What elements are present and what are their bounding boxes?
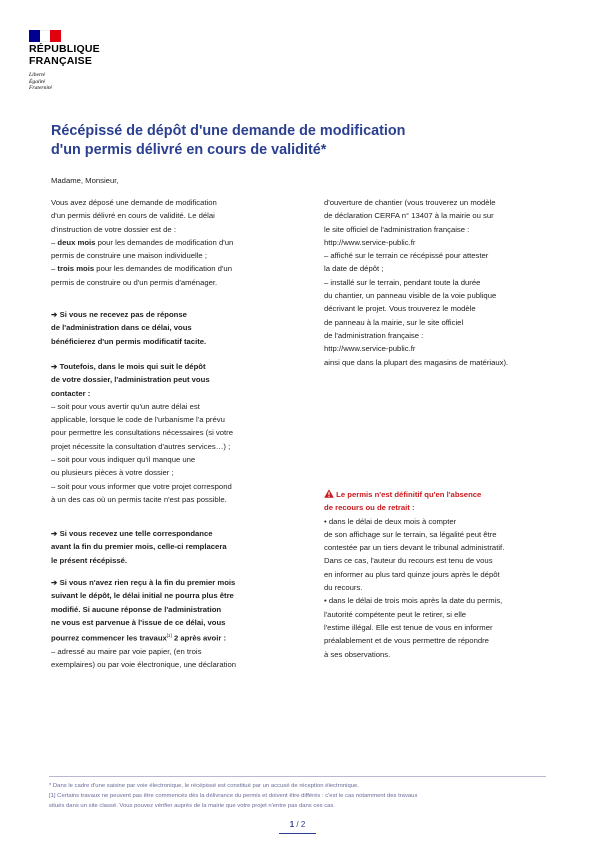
text-line: d'instruction de votre dossier est de : [51,224,176,234]
text-line: ainsi que dans la plupart des magasins de matériaux). [324,357,509,367]
text-line: permis de construire ou d'un permis d'aménager. [51,277,218,287]
francaise-line: FRANÇAISE [29,54,93,67]
text-line: bénéficierez d'un permis modificatif tacite. [51,336,207,346]
text-line: l'estime illégal. Elle est tenue de vous en informer [324,622,493,632]
list-item [51,236,233,249]
dash: – [51,264,58,274]
text-line: du recours. [324,583,363,593]
text-line: applicable, lorsque le code de l'urbanisme l'a prévu [51,415,225,425]
text-line: – soit pour vous informer que votre projet correspond [51,481,232,491]
text-line: exemplaires) ou par voie électronique, une déclaration [51,660,237,670]
text-fragment: pour les demandes de modification d'un [95,237,234,247]
text-line: Si vous ne recevez pas de réponse [59,310,187,319]
footnote-ref[interactable]: [1] [166,633,172,639]
text-line: la date de dépôt ; [324,264,384,274]
text-line [51,629,236,645]
text-line: le site officiel de l'administration française : [324,224,470,234]
motto [29,72,52,92]
footnote-divider [49,776,546,777]
motto-egalite: Égalité [29,78,46,85]
footnotes [49,781,417,812]
notice-admin-contact [51,360,233,506]
notice-start-works [51,576,236,672]
text-line: – soit pour vous indiquer qu'il manque une [51,455,196,465]
text-line: • dans le délai de deux mois à compter [324,516,457,526]
text-line: le présent récépissé. [51,555,128,565]
notice-correspondence [51,527,227,567]
page-current: 1 [289,820,295,829]
text-line: décrivant le projet. Vous trouverez le modèle [324,304,476,314]
warning-icon [324,489,334,498]
title-line-1: Récépissé de dépôt d'une demande de modification [51,123,406,139]
page-number [0,820,595,829]
greeting: Madame, Monsieur, [51,176,119,185]
arrow-right-icon: ➔ [51,362,58,371]
text-line: contestée par un tiers devant le tribunal administratif. [324,543,505,553]
text-line: projet nécessite la consultation d'autres services…) ; [51,441,231,451]
footnote: situés dans un site classé. Vous pouvez vérifier auprès de la mairie que votre projet n'entre pas dans ces cas. [49,803,335,810]
arrow-right-icon: ➔ [51,310,58,319]
text-line: de votre dossier, l'administration peut vous [51,375,210,385]
text-line: • dans le délai de trois mois après la date du permis, [324,596,503,606]
warning-title: Le permis n'est définitif qu'en l'absence [336,490,482,499]
warning-title: de recours ou de retrait : [324,503,415,513]
list-item [51,262,233,275]
text-line: l'autorité compétente peut le retirer, si elle [324,609,467,619]
text-line: contacter : [51,388,91,398]
text-line: à ses observations. [324,649,391,659]
text-line: de déclaration CERFA n° 13407 à la mairie ou sur [324,211,494,221]
text-line: à un des cas où un permis tacite n'est pas possible. [51,494,227,504]
arrow-right-icon: ➔ [51,578,58,587]
text-fragment: pourrez commencer les travaux [51,633,167,643]
text-fragment: 2 après avoir : [171,633,227,643]
text-line: – adressé au maire par voie papier, (en trois [51,647,202,657]
republique-francaise-logo [29,44,100,67]
text-line: ne vous est parvenue à l'issue de ce délai, vous [51,617,226,627]
service-public-link[interactable]: http://www.service-public.fr [324,344,416,354]
text-line: Toutefois, dans le mois qui suit le dépôt [59,362,206,371]
text-line: Si vous recevez une telle correspondance [59,529,213,538]
footnote: * Dans le cadre d'une saisine par voie électronique, le récépissé est constitué par un accusé de réception électronique. [49,783,359,789]
flag-red-stripe [50,30,61,42]
republique-line: RÉPUBLIQUE [29,43,100,55]
text-line: Si vous n'avez rien reçu à la fin du premier mois [59,578,236,587]
left-column-intro [51,196,233,289]
text-line: d'un permis délivré en cours de validité. Le délai [51,211,215,221]
text-line: de panneau à la mairie, sur le site officiel [324,317,464,327]
notice-tacit-permit [51,308,206,348]
flag-white-stripe [40,30,51,42]
page-total: 2 [300,820,306,829]
warning-block [324,488,504,661]
french-flag-logo [29,30,61,42]
text-line: modifié. Si aucune réponse de l'administration [51,604,222,614]
text-line: Vous avez déposé une demande de modification [51,198,217,207]
deux-mois-bold: deux mois [57,237,96,247]
text-line: suivant le dépôt, le délai initial ne pourra plus être [51,591,234,601]
service-public-link[interactable]: http://www.service-public.fr [324,237,416,247]
footnote: [1] Certains travaux ne peuvent pas être commencés dès la délivrance du permis et doivent être différés : c'est le cas notamment des travaux [49,793,418,800]
text-line: en informer au plus tard quinze jours après le dépôt [324,569,500,579]
dash: – [51,237,58,247]
page-separator: / [294,820,301,829]
text-line: d'ouverture de chantier (vous trouverez un modèle [324,198,496,207]
text-line: de son affichage sur le terrain, sa légalité peut être [324,529,497,539]
text-line: de l'administration française : [324,330,424,340]
motto-liberte: Liberté [29,72,46,78]
right-column-top [324,196,508,369]
trois-mois-bold: trois mois [57,264,95,274]
text-line: – soit pour vous avertir qu'un autre délai est [51,401,200,411]
motto-fraternite: Fraternité [29,85,52,92]
document-title [51,122,405,160]
text-line: – affiché sur le terrain ce récépissé pour attester [324,251,489,261]
text-line: du chantier, un panneau visible de la voie publique [324,291,497,301]
text-line: ou plusieurs pièces à votre dossier ; [51,468,174,478]
text-line: de l'administration dans ce délai, vous [51,323,192,333]
text-line: Dans ce cas, l'auteur du recours est tenu de vous [324,556,493,566]
title-line-2: d'un permis délivré en cours de validité* [51,142,327,158]
text-line: préalablement et de vous permettre de répondre [324,636,489,646]
text-line: – installé sur le terrain, pendant toute la durée [324,277,481,287]
page-number-underline [279,833,316,834]
arrow-right-icon: ➔ [51,529,58,538]
text-line: pour permettre les consultations nécessaires (si votre [51,428,234,438]
text-fragment: pour les demandes de modification d'un [94,264,232,274]
flag-blue-stripe [29,30,40,42]
text-line: permis de construire une maison individuelle ; [51,251,207,261]
text-line: avant la fin du premier mois, celle-ci remplacera [51,542,227,552]
